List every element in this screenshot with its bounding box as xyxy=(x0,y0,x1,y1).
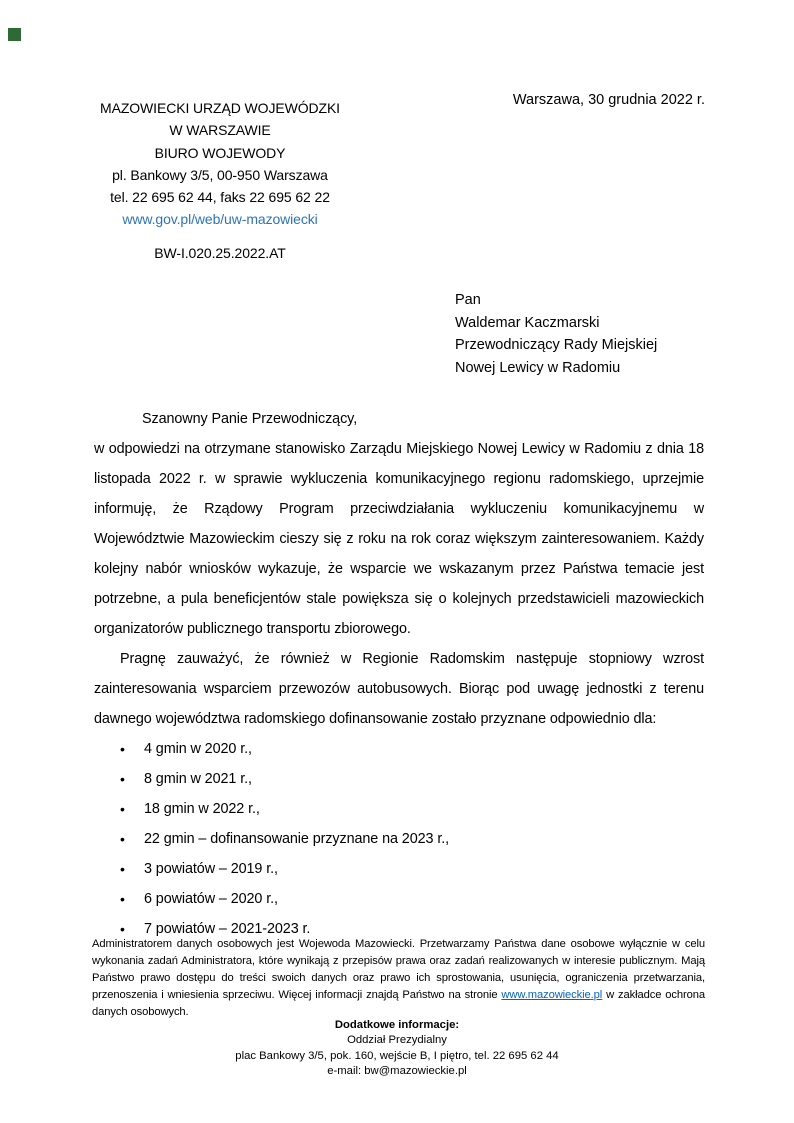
recipient-line: Waldemar Kaczmarski xyxy=(455,314,600,331)
footer-line: Oddział Prezydialny xyxy=(347,1034,447,1047)
footer-line: plac Bankowy 3/5, pok. 160, wejście B, I piętro, tel. 22 695 62 44 xyxy=(235,1049,559,1062)
sender-line: W WARSZAWIE xyxy=(169,122,271,139)
footer-line: e-mail: bw@mazowieckie.pl xyxy=(327,1065,467,1078)
bullet-text: 18 gmin w 2022 r., xyxy=(144,801,260,817)
recipient-line: Nowej Lewicy w Radomiu xyxy=(455,359,621,376)
sender-line: MAZOWIECKI URZĄD WOJEWÓDZKI xyxy=(100,100,340,116)
date-line: Warszawa, 30 grudnia 2022 r. xyxy=(512,92,705,108)
sender-line: tel. 22 695 62 44, faks 22 695 62 22 xyxy=(110,189,330,206)
bullet-text: 7 powiatów – 2021-2023 r. xyxy=(144,921,311,937)
bullet-item xyxy=(94,734,704,764)
bullet-text: 22 gmin – dofinansowanie przyznane na 2023 r., xyxy=(144,831,450,847)
bullet-item xyxy=(94,824,704,854)
bullet-item xyxy=(94,884,704,914)
footer-heading: Dodatkowe informacje: xyxy=(334,1019,460,1031)
sender-line: BIURO WOJEWODY xyxy=(154,144,286,161)
bullet-text: 6 powiatów – 2020 r., xyxy=(144,891,278,907)
bullet-dot-icon: • xyxy=(120,831,125,847)
bullet-text: 4 gmin w 2020 r., xyxy=(144,741,252,757)
bullet-dot-icon: • xyxy=(120,921,125,937)
bullet-item xyxy=(94,764,704,794)
bullet-dot-icon: • xyxy=(120,741,125,757)
bullet-item xyxy=(94,854,704,884)
bullet-dot-icon: • xyxy=(120,861,125,877)
body-paragraph-1: w odpowiedzi na otrzymane stanowisko Zarządu Miejskiego Nowej Lewicy w Radomiu z dnia 18 listopada 2022 r. w sprawie wykluczenia komunikacyjnego regionu radomskiego, uprzejmie informuję, że Rządowy Program przeciwdziałania wykluczeniu komunikacyjnemu w Województwie Mazowieckim cieszy się z roku na rok coraz większym zainteresowaniem. Każdy kolejny nabór wniosków wykazuje, że wsparcie we wskazanym przez Państwa temacie jest potrzebne, a pula beneficjentów stale powiększa się o kolejnych przedstawicieli mazowieckich organizatorów publicznego transportu zbiorowego. xyxy=(94,441,704,637)
bullet-list xyxy=(94,734,704,944)
bullet-text: 8 gmin w 2021 r., xyxy=(144,771,252,787)
sender-line: pl. Bankowy 3/5, 00-950 Warszawa xyxy=(112,166,328,183)
bullet-text: 3 powiatów – 2019 r., xyxy=(144,861,278,877)
bullet-dot-icon: • xyxy=(120,801,125,817)
body-paragraph-2: Pragnę zauważyć, że również w Regionie Radomskim następuje stopniowy wzrost zainteresowania wsparciem przewozów autobusowych. Biorąc pod uwagę jednostki z terenu dawnego województwa radomskiego dofinansowanie zostało przyznane odpowiednio dla: xyxy=(94,651,704,727)
salutation: Szanowny Panie Przewodniczący, xyxy=(142,411,358,427)
privacy-text-before: Administratorem danych osobowych jest Wojewoda Mazowiecki. Przetwarzamy Państwa dane osobowe wyłącznie w celu wykonania zadań Administratora, które wynikają z przepisów prawa oraz zadań realizowanych w interesie publicznym. Mają Państwo prawo dostępu do treści swoich danych oraz prawo ich sprostowania, usunięcia, ograniczenia przetwarzania, przenoszenia i wniesienia sprzeciwu. Więcej informacji znajdą Państwo na stronie xyxy=(92,938,705,1001)
recipient-line: Pan xyxy=(455,292,481,308)
sender-block xyxy=(90,97,350,264)
recipient-line: Przewodniczący Rady Miejskiej xyxy=(455,337,658,354)
bullet-item xyxy=(94,794,704,824)
letter-body xyxy=(94,404,704,944)
corner-marker-icon xyxy=(8,28,21,41)
footer-block xyxy=(0,1018,794,1080)
sender-website-link[interactable]: www.gov.pl/web/uw-mazowiecki xyxy=(122,211,318,228)
sender-website-line xyxy=(90,208,350,230)
privacy-notice xyxy=(92,936,705,1021)
privacy-text-after: w zakładce ochrona danych osobowych. xyxy=(92,989,705,1018)
bullet-dot-icon: • xyxy=(120,771,125,787)
reference-number: BW-I.020.25.2022.AT xyxy=(154,244,286,261)
privacy-website-link[interactable]: www.mazowieckie.pl xyxy=(501,989,603,1001)
recipient-block xyxy=(455,289,657,379)
bullet-dot-icon: • xyxy=(120,891,125,907)
